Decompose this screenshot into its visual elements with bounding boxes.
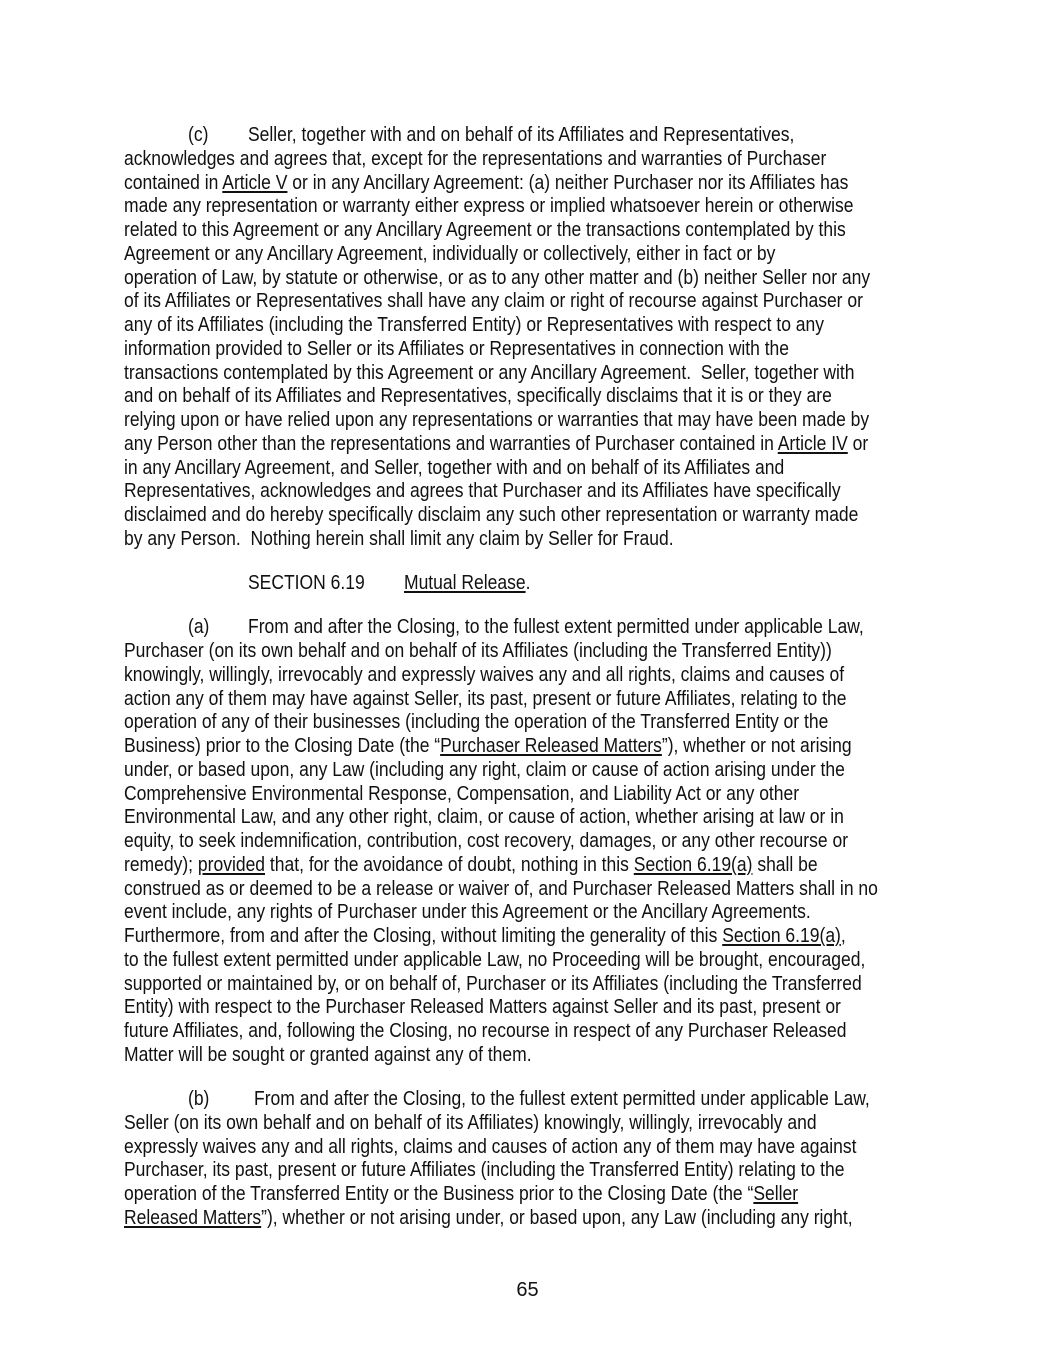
cross-reference: provided [197,853,266,876]
text-run: of its Affiliates or Representatives shall have any claim or right of recourse against Purchaser or [124,290,863,313]
text-run: Comprehensive Environmental Response, Compensation, and Liability Act or any other [124,782,800,805]
text-line [124,243,930,267]
text-run: Entity) with respect to the Purchaser Released Matters against Seller and its past, present or [124,996,841,1019]
paragraph-b [124,1088,930,1231]
paragraph-a [124,616,930,1067]
paragraph-label: (a) [188,616,210,639]
text-line [124,901,930,925]
text-run: Furthermore, from and after the Closing, without limiting the generality of this [124,925,723,947]
cross-reference: Released Matters [124,1206,262,1229]
text-run: to the fullest extent permitted under applicable Law, no Proceeding will be brought, encouraged, [124,948,866,971]
text-line [124,640,930,664]
text-run: supported or maintained by, or on behalf of, Purchaser or its Affiliates (including the Transferred [124,972,862,995]
cross-reference: Mutual Release [404,572,526,594]
text-run: equity, to seek indemnification, contribution, cost recovery, damages, or any other recourse or [124,830,849,852]
text-run: that, for the avoidance of doubt, nothing in this [265,853,634,876]
cross-reference: Article IV [777,432,848,455]
cross-reference: Article V [222,171,288,194]
text-line [124,735,930,759]
text-line [124,433,930,457]
text-run: From and after the Closing, to the fullest extent permitted under applicable Law, [248,616,864,639]
text-run: knowingly, willingly, irrevocably and expressly waives any and all rights, claims and causes of [124,663,845,686]
text-line [124,1136,930,1160]
text-line [124,148,930,172]
text-run: information provided to Seller or its Affiliates or Representatives in connection with the [124,337,790,360]
text-run: operation of any of their businesses (including the operation of the Transferred Entity or the [124,711,829,734]
text-line [124,1207,930,1231]
text-run: future Affiliates, and, following the Closing, no recourse in respect of any Purchaser Released [124,1020,847,1042]
text-line [124,290,930,314]
text-line [124,1044,930,1068]
text-run: Matter will be sought or granted against any of them. [124,1043,532,1066]
text-line [124,925,930,949]
text-line [124,219,930,243]
text-line [124,267,930,291]
cross-reference: Section 6.19(a) [722,925,841,947]
text-run: under, or based upon, any Law (including any right, claim or cause of action arising under the [124,758,845,781]
text-run: any Person other than the representations and warranties of Purchaser contained in [124,432,778,455]
paragraph-label: (c) [188,124,209,146]
text-run: made any representation or warranty either express or implied whatsoever herein or otherwise [124,195,854,218]
text-run: From and after the Closing, to the fullest extent permitted under applicable Law, [254,1088,870,1110]
text-line [124,172,930,196]
text-run: construed as or deemed to be a release or waiver of, and Purchaser Released Matters shall in no [124,877,878,900]
text-line [124,664,930,688]
text-run: contained in [124,171,223,194]
text-run: relying upon or have relied upon any representations or warranties that may have been made by [124,409,870,431]
text-line [124,1088,930,1112]
text-line [124,878,930,902]
section-heading [124,572,930,596]
text-line [124,362,930,386]
text-run: , [840,925,846,947]
text-line [124,616,930,640]
text-line [124,480,930,504]
text-run: action any of them may have against Seller, its past, present or future Affiliates, relating to the [124,687,847,710]
text-run: in any Ancillary Agreement, and Seller, together with and on behalf of its Affiliates and [124,456,785,479]
text-run: ”), whether or not arising under, or based upon, any Law (including any right, [261,1206,853,1229]
text-run: Agreement or any Ancillary Agreement, individually or collectively, either in fact or by [124,242,776,265]
text-run: by any Person. Nothing herein shall limit any claim by Seller for Fraud. [124,527,674,550]
text-line [124,195,930,219]
text-run: Purchaser (on its own behalf and on behalf of its Affiliates (including the Transferred Entity)) [124,640,832,662]
text-line [124,314,930,338]
text-run: shall be [752,853,818,876]
text-run: ”), whether or not arising [661,735,852,757]
document-page [124,124,930,1251]
text-run: acknowledges and agrees that, except for the representations and warranties of Purchaser [124,147,827,170]
text-run: or in any Ancillary Agreement: (a) neither Purchaser nor its Affiliates has [287,171,849,194]
text-line [124,124,930,148]
text-line [124,996,930,1020]
text-line [124,688,930,712]
text-run: remedy); [124,853,198,876]
cross-reference: Seller [753,1183,799,1205]
cross-reference: Section 6.19(a) [633,853,753,876]
text-run: and on behalf of its Affiliates and Representatives, specifically disclaims that it is or they are [124,385,832,408]
section-number: SECTION 6.19 [248,572,365,594]
text-run: Seller (on its own behalf and on behalf of its Affiliates) knowingly, willingly, irrevocably and [124,1111,817,1134]
text-line [124,806,930,830]
text-line [124,338,930,362]
text-line [124,457,930,481]
text-run: transactions contemplated by this Agreement or any Ancillary Agreement. Seller, together with [124,361,855,384]
text-run: related to this Agreement or any Ancillary Agreement or the transactions contemplated by this [124,219,846,241]
text-run: Seller, together with and on behalf of its Affiliates and Representatives, [248,124,795,146]
text-line [124,711,930,735]
text-run: Representatives, acknowledges and agrees that Purchaser and its Affiliates have specifically [124,480,841,503]
cross-reference: Purchaser Released Matters [440,735,662,757]
text-line [124,1183,930,1207]
text-line [124,528,930,552]
text-run: event include, any rights of Purchaser under this Agreement or the Ancillary Agreements. [124,901,811,924]
text-run: disclaimed and do hereby specifically disclaim any such other representation or warranty made [124,504,859,526]
text-run: Business) prior to the Closing Date (the “ [124,735,441,757]
text-run: operation of Law, by statute or otherwise, or as to any other matter and (b) neither Seller nor any [124,266,871,289]
text-line [124,572,930,596]
paragraph-c [124,124,930,552]
text-line [124,409,930,433]
page-number: 65 [516,1279,539,1301]
text-line [124,973,930,997]
text-line [124,783,930,807]
text-line [124,504,930,528]
text-line [124,1020,930,1044]
text-run: operation of the Transferred Entity or the Business prior to the Closing Date (the “ [124,1183,754,1205]
text-line [124,759,930,783]
text-line [124,854,930,878]
text-run: expressly waives any and all rights, claims and causes of action any of them may have against [124,1135,857,1158]
text-line [124,385,930,409]
text-line [124,830,930,854]
text-line [124,1159,930,1183]
text-line [124,1112,930,1136]
text-run: any of its Affiliates (including the Transferred Entity) or Representatives with respect to any [124,314,825,336]
text-run: Purchaser, its past, present or future Affiliates (including the Transferred Entity) relating to the [124,1159,845,1182]
text-line [124,949,930,973]
text-run: . [525,572,531,594]
paragraph-label: (b) [188,1088,210,1110]
text-run: or [847,432,869,455]
text-run: Environmental Law, and any other right, claim, or cause of action, whether arising at law or in [124,806,844,829]
